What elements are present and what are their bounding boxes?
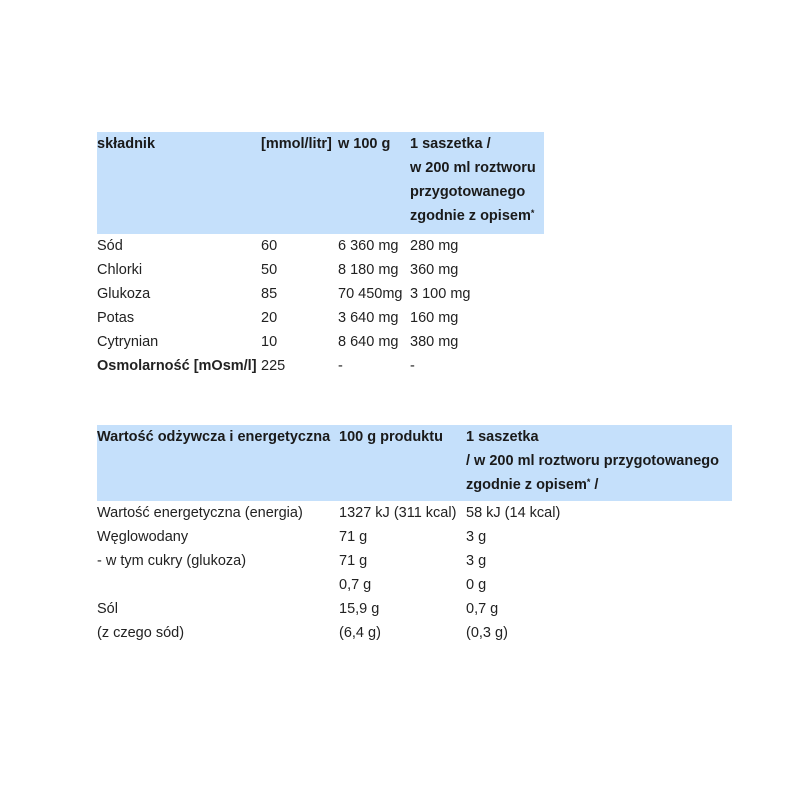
table-row: Glukoza 85 70 450mg 3 100 mg [97,286,471,302]
header-mmol: [mmol/litr] [261,132,338,234]
osmolarity-row: Osmolarność [mOsm/l] 225 - - [97,358,415,374]
header-per-100g: w 100 g [338,132,410,234]
footnote-mark: * [530,208,535,218]
table-row: 0,7 g 0 g [339,577,487,593]
nutrition-table [97,425,732,645]
nutrition-header-row [97,425,732,501]
table-row: - w tym cukry (glukoza) 71 g 3 g [97,553,487,569]
table-row: Sód 60 6 360 mg 280 mg [97,238,459,254]
table-row: Wartość energetyczna (energia) 1327 kJ (311 kcal) 58 kJ (14 kcal) [97,505,561,521]
table-row: Chlorki 50 8 180 mg 360 mg [97,262,459,278]
table-row: Potas 20 3 640 mg 160 mg [97,310,459,326]
table-row: Sól 15,9 g 0,7 g [97,601,499,617]
table-row: Węglowodany 71 g 3 g [97,529,487,545]
header-sachet: 1 saszetka / w 200 ml roztworu przygotowanego zgodnie z opisem* [410,132,544,234]
footnote-mark: * [586,477,591,487]
header-sachet: 1 saszetka / w 200 ml roztworu przygotowanego zgodnie z opisem* / [466,425,732,501]
header-per-100g-product: 100 g produktu [339,425,466,501]
header-ingredient: składnik [97,132,261,234]
table-row: (z czego sód) (6,4 g) (0,3 g) [97,625,508,641]
composition-header-row [97,132,544,234]
header-nutrition-label: Wartość odżywcza i energetyczna [97,425,339,501]
composition-table [97,132,544,378]
table-row: Cytrynian 10 8 640 mg 380 mg [97,334,459,350]
